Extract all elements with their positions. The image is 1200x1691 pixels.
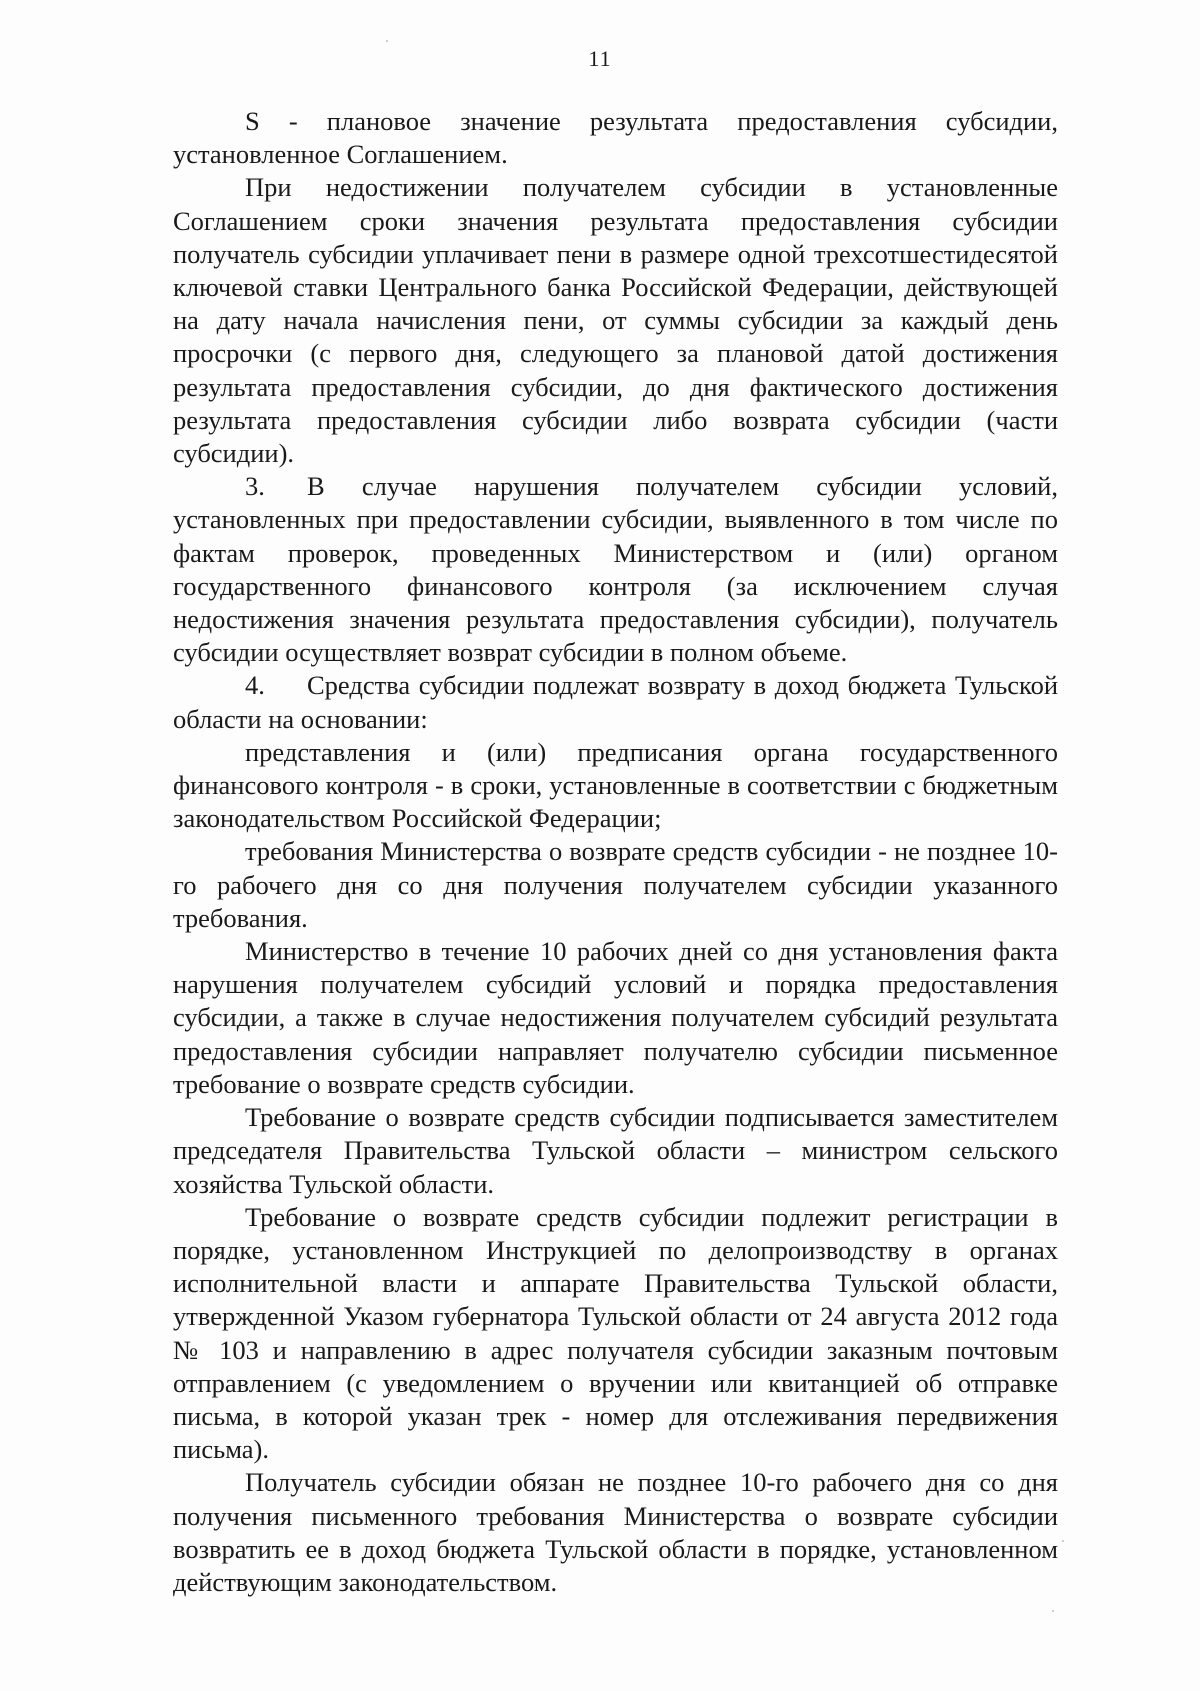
paragraph-requirement-registration: Требование о возврате средств субсидии подлежит регистрации в порядке, установленном Инструкцией по делопроизводству в органах исполнительной власти и аппарате Правительства Тульской области, утвержденной Указом губернатора Тульской области от 24 августа 2012 года № 103 и направлению в адрес получателя субсидии заказным почтовым отправлением (с уведомлением о вручении или квитанцией об отправке письма, в которой указан трек - номер для отслеживания передвижения письма). xyxy=(173,1201,1058,1465)
document-body xyxy=(173,105,1058,1599)
scan-speck xyxy=(386,40,388,42)
paragraph-ministry-notification: Министерство в течение 10 рабочих дней со дня установления факта нарушения получателем субсидий условий и порядка предоставления субсидии, а также в случае недостижения получателем субсидий результата предоставления субсидии направляет получателю субсидии письменное требование о возврате средств субсидии. xyxy=(173,936,1058,1099)
item-3-text: В случае нарушения получателем субсидии условий, установленных при предоставлении субсидии, выявленного в том числе по фактам проверок, проведенных Министерством и (или) органом государственного финансового контроля (за исключением случая недостижения значения результата предоставления субсидии), получатель субсидии осуществляет возврат субсидии в полном объеме. xyxy=(173,471,1058,668)
paragraph-formula-definition: S - плановое значение результата предоставления субсидии, установленное Соглашением. xyxy=(173,106,1058,170)
scan-speck xyxy=(1052,1610,1054,1612)
item-number-4: 4. xyxy=(245,670,265,701)
paragraph-recipient-obligation: Получатель субсидии обязан не позднее 10-го рабочего дня со дня получения письменного требования Министерства о возврате субсидии возвратить ее в доход бюджета Тульской области в порядке, установленном действующим законодательством. xyxy=(173,1467,1058,1597)
paragraph-item-4 xyxy=(173,669,1058,735)
paragraph-penalty: При недостижении получателем субсидии в установленные Соглашением сроки значения результата предоставления субсидии получатель субсидии уплачивает пени в размере одной трехсотшестидесятой ключевой ставки Центрального банка Российской Федерации, действующей на дату начала начисления пени, от суммы субсидии за каждый день просрочки (с первого дня, следующего за плановой датой достижения результата предоставления субсидии, до дня фактического достижения результата предоставления субсидии либо возврата субсидии (части субсидии). xyxy=(173,172,1058,469)
page-number: 11 xyxy=(588,46,612,71)
paragraph-requirement-signature: Требование о возврате средств субсидии подписывается заместителем председателя Правительства Тульской области – министром сельского хозяйства Тульской области. xyxy=(173,1102,1058,1199)
item-number-3: 3. xyxy=(245,471,265,502)
paragraph-control-body-order: представления и (или) предписания органа государственного финансового контроля - в сроки, установленные в соответствии с бюджетным законодательством Российской Федерации; xyxy=(173,736,1058,834)
scan-speck xyxy=(1062,1540,1064,1542)
paragraph-item-3 xyxy=(173,470,1058,669)
item-4-text: Средства субсидии подлежат возврату в доход бюджета Тульской области на основании: xyxy=(173,670,1058,734)
paragraph-ministry-requirement: требования Министерства о возврате средств субсидии - не позднее 10-го рабочего дня со дня получения получателем субсидии указанного требования. xyxy=(173,836,1058,933)
